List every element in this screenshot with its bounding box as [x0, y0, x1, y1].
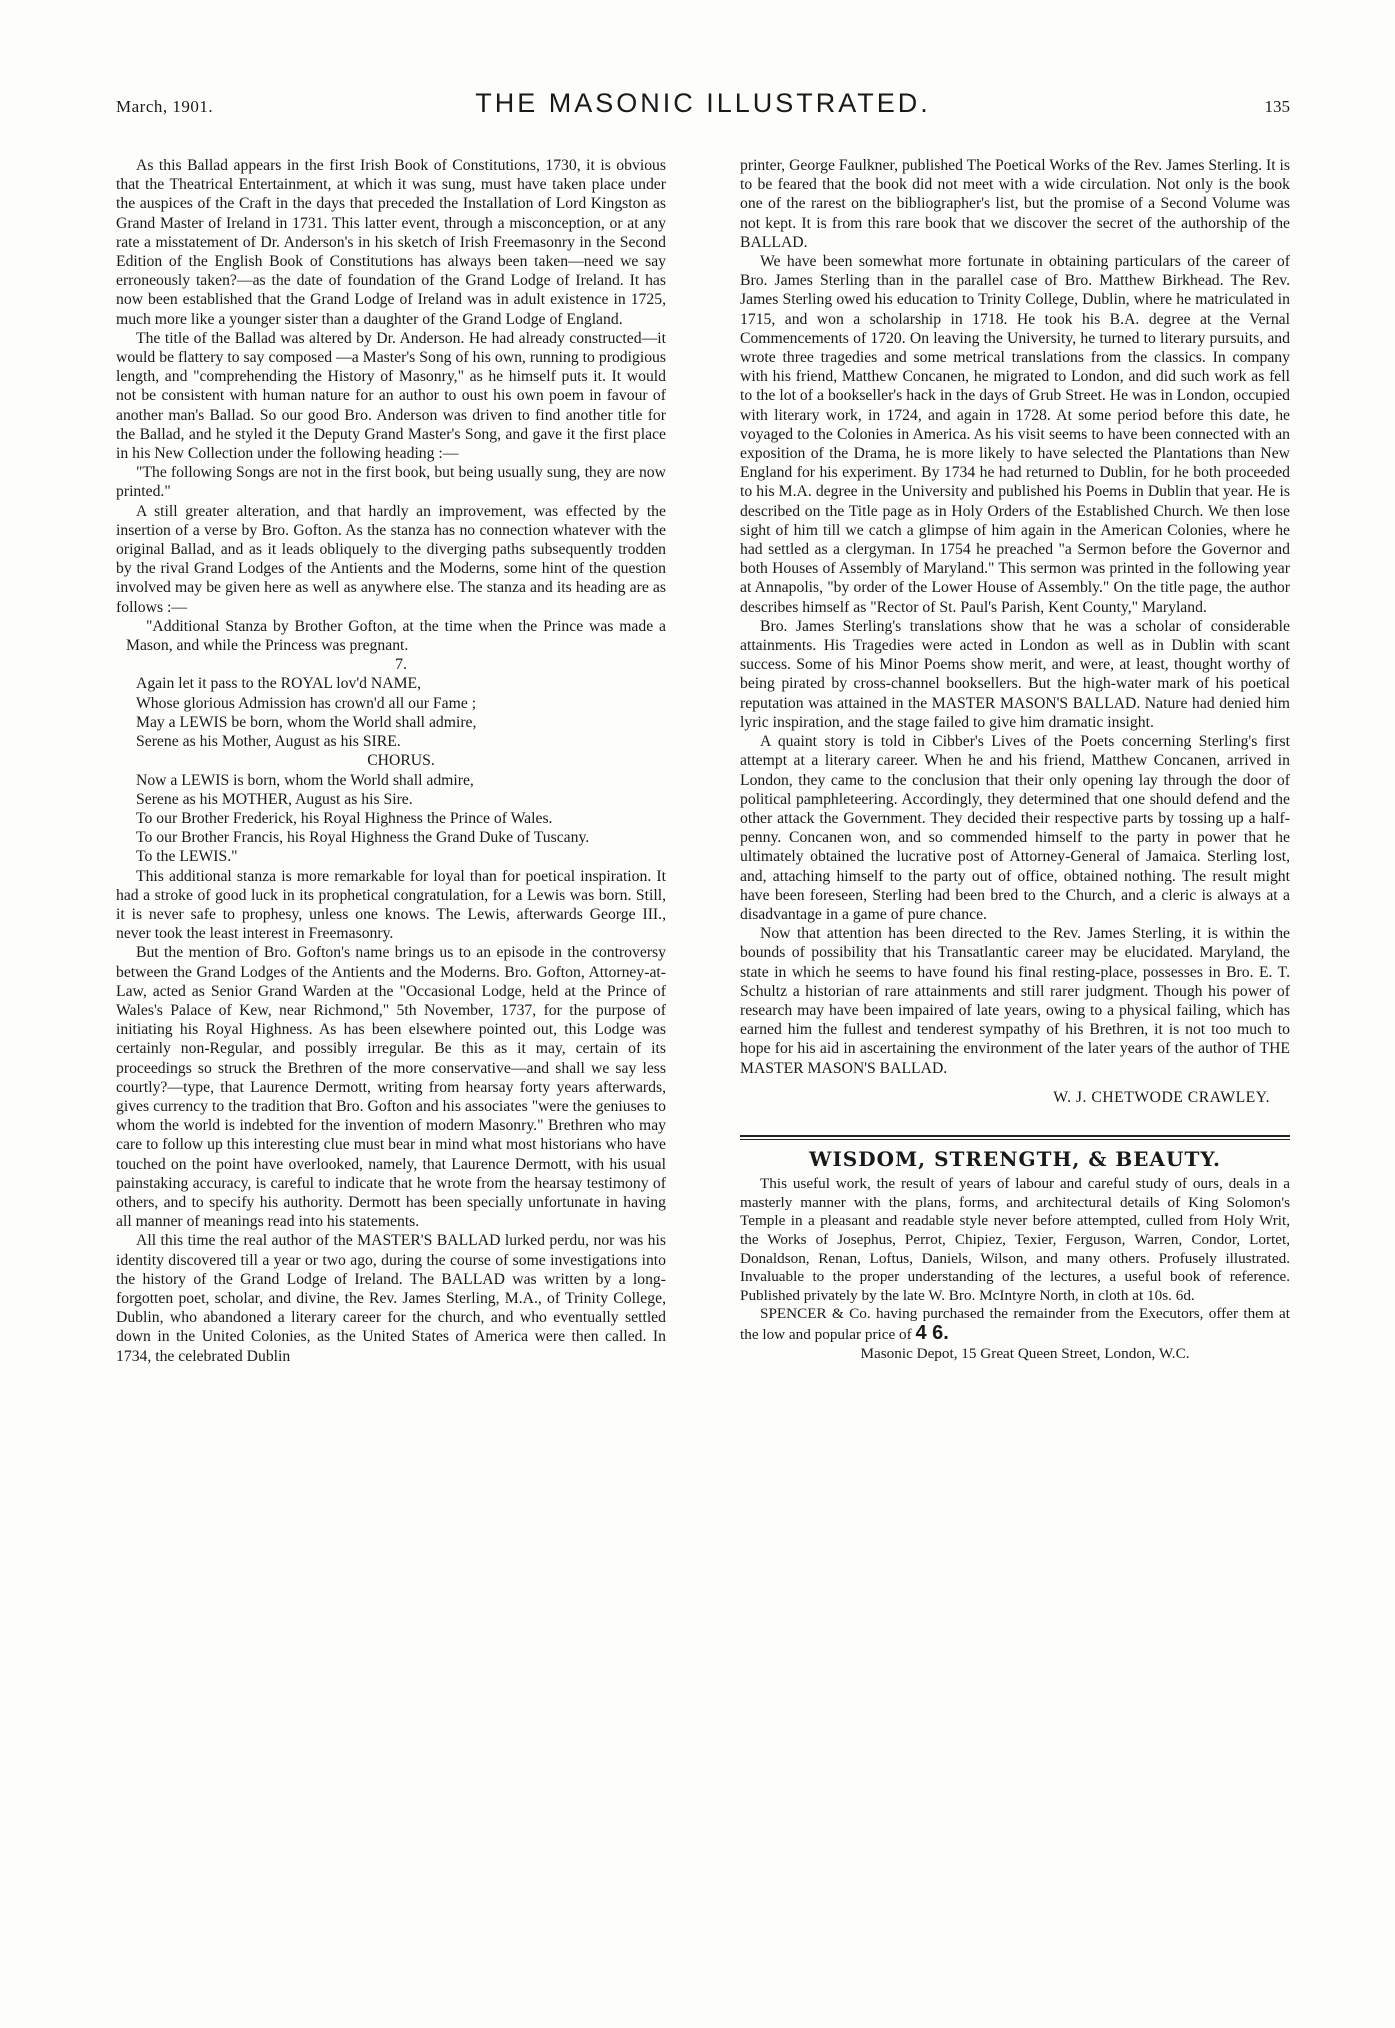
paragraph: A quaint story is told in Cibber's Lives of the Poets concerning Sterling's first attempt at a literary career. When he and his friend, Matthew Concanen, arrived in London, they came to the conclusion that their only opening lay through the door of political pamphleteering. Accordingly, they determined that one should defend and the other attack the Government. They decided their respective parts by tossing up a half-penny. Concanen won, and so commended himself to the party in power that he ultimately obtained the lucrative post of Attorney-General of Jamaica. Sterling lost, and, attaching himself to the party out of office, obtained nothing. The result might have been foreseen, Sterling had been bred to the Church, and a cleric is always at a disadvantage in a game of pure chance.	[740, 733, 1290, 923]
offer-text: SPENCER & Co. having purchased the remainder from the Executors, offer them at the low and popular price of	[740, 1305, 1290, 1343]
paragraph: As this Ballad appears in the first Irish Book of Constitutions, 1730, it is obvious that the Theatrical Entertainment, at which it was sung, must have taken place under the auspices of the Craft in the days that preceded the Installation of Lord Kingston as Grand Master of Ireland in 1731. This latter event, through a misconception, or at any rate a misstatement of Dr. Anderson's in his sketch of Irish Freemasonry in the Second Edition of the English Book of Constitutions has always been taken—need we say erroneously taken?—as the date of foundation of the Grand Lodge of Ireland. It has now been established that the Grand Lodge of Ireland was in adult existence in 1725, much more like a younger sister than a daughter of the Grand Lodge of England.	[116, 157, 666, 328]
advertisement-title: WISDOM, STRENGTH, & BEAUTY.	[808, 1146, 1222, 1171]
paragraph: Now that attention has been directed to the Rev. James Sterling, it is within the bounds of possibility that his Transatlantic career may be elucidated. Maryland, the state in which he seems to have found his final resting-place, possesses in Bro. E. T. Schultz a historian of rare attainments and still rarer judgment. Though his power of research may have been impaired of late years, owing to a physical failing, which has earned him the fullest and tenderest sympathy of his Brethren, it is not too much to hope for his aid in ascertaining the environment of the later years of the author of THE MASTER MASON'S BALLAD.	[740, 925, 1290, 1077]
verse-line: To our Brother Frederick, his Royal Highness the Prince of Wales.	[136, 809, 553, 827]
author-signature: W. J. CHETWODE CRAWLEY.	[1053, 1088, 1270, 1106]
article-columns	[116, 156, 1290, 1366]
verse-line: Whose glorious Admission has crown'd all our Fame ;	[136, 694, 477, 712]
paragraph: printer, George Faulkner, published The Poetical Works of the Rev. James Sterling. It is to be feared that the book did not meet with a wide circulation. Not only is the book one of the rarest on the bibliographer's list, but the promise of a Second Volume was not kept. It is from this rare book that we discover the secret of the authorship of the BALLAD.	[740, 157, 1290, 251]
advertisement	[740, 1146, 1290, 1363]
paragraph: A still greater alteration, and that hardly an improvement, was effected by the insertion of a verse by Bro. Gofton. As the stanza has no connection whatever with the original Ballad, and as it leads obliquely to the diverging paths subsequently trodden by the rival Grand Lodges of the Antients and the Moderns, some hint of the question involved may be given here as well as anywhere else. The stanza and its heading are as follows :—	[116, 502, 666, 616]
verse-number: 7.	[395, 656, 407, 674]
verse-block	[116, 655, 666, 866]
paragraph: Bro. James Sterling's translations show that he was a scholar of considerable attainments. His Tragedies were acted in London as well as in Dublin with scant success. Some of his Minor Poems show merit, and were, at least, thought worthy of being pirated by cross-channel booksellers. But the high-water mark of his poetical reputation was attained in the MASTER MASON'S BALLAD. Nature had denied him lyric inspiration, and the stage failed to give him dramatic insight.	[740, 617, 1290, 731]
paragraph: This additional stanza is more remarkable for loyal than for poetical inspiration. It had a stroke of good luck in its prophetical congratulation, for a Lewis was born. Still, it is never safe to prophesy, unless one knows. The Lewis, afterwards George III., never took the least interest in Freemasonry.	[116, 867, 666, 943]
stanza-heading: "Additional Stanza by Brother Gofton, at the time when the Prince was made a Mason, and while the Princess was pregnant.	[126, 617, 666, 655]
verse-line: Serene as his Mother, August as his SIRE.	[136, 733, 401, 751]
verse-line: To the LEWIS."	[136, 848, 238, 866]
section-divider	[740, 1135, 1290, 1140]
verse-line: May a LEWIS be born, whom the World shall admire,	[136, 713, 477, 731]
issue-date: March, 1901.	[116, 97, 214, 116]
verse-line: Again let it pass to the ROYAL lov'd NAME,	[136, 675, 422, 693]
advertisement-text: This useful work, the result of years of labour and careful study of ours, deals in a masterly manner with the plans, forms, and architectural details of King Solomon's Temple in a pleasant and readable style never before attempted, culled from Holy Writ, the Works of Josephus, Perrot, Chipiez, Texier, Ferguson, Warren, Condor, Lortet, Donaldson, Renan, Loftus, Daniels, Wilson, and many others. Profusely illustrated. Invaluable to the proper understanding of the lectures, a useful book of reference. Published privately by the late W. Bro. McIntyre North, in cloth at 10s. 6d.	[740, 1175, 1290, 1304]
running-head	[116, 88, 1290, 128]
paragraph: But the mention of Bro. Gofton's name brings us to an episode in the controversy between the Grand Lodges of the Antients and the Moderns. Bro. Gofton, Attorney-at-Law, acted as Senior Grand Warden at the "Occasional Lodge, held at the Prince of Wales's Palace of Kew, near Richmond," 5th November, 1737, for the purpose of initiating his Royal Highness. As has been elsewhere pointed out, this Lodge was certainly non-Regular, and possibly irregular. Be this as it may, certain of its proceedings so struck the Brethren of the more conservative—and shall we say less courtly?—type, that Laurence Dermott, writing from hearsay forty years afterwards, gives currency to the tradition that Bro. Gofton and his associates "were the geniuses to whom the world is indebted for the invention of modern Masonry." Brethren who may care to follow up this interesting clue must bear in mind what most historians who have touched on the point have overlooked, namely, that Laurence Dermott, with his usual painstaking accuracy, is careful to indicate that he wrote from the hearsay testimony of others, and to specify his authority. Dermott has been specially unfortunate in having all manner of meanings read into his statements.	[116, 944, 666, 1231]
left-column	[116, 156, 666, 1366]
price: 4 6.	[915, 1321, 949, 1344]
advertisement-offer	[740, 1305, 1290, 1344]
verse-line: To our Brother Francis, his Royal Highness the Grand Duke of Tuscany.	[136, 829, 590, 847]
right-column	[740, 156, 1290, 1366]
paragraph: The title of the Ballad was altered by Dr. Anderson. He had already constructed—it would be flattery to say composed —a Master's Song of his own, running to prodigious length, and "comprehending the History of Masonry," as he himself puts it. It would not be consistent with human nature for an author to oust his own poem in favour of another man's Ballad. So our good Bro. Anderson was driven to find another title for the Ballad, and he styled it the Deputy Grand Master's Song, and gave it the first place in his New Collection under the following heading :—	[116, 329, 666, 463]
advertisement-address: Masonic Depot, 15 Great Queen Street, London, W.C.	[860, 1344, 1190, 1362]
publication-title: THE MASONIC ILLUSTRATED.	[475, 88, 931, 118]
chorus-label: CHORUS.	[367, 752, 435, 770]
verse-line: Serene as his MOTHER, August as his Sire.	[136, 790, 413, 808]
paragraph: All this time the real author of the MASTER'S BALLAD lurked perdu, nor was his identity discovered till a year or two ago, during the course of some investigations into the history of the Grand Lodge of Ireland. The BALLAD was written by a long-forgotten poet, scholar, and divine, the Rev. James Sterling, M.A., of Trinity College, Dublin, who abandoned a literary career for the church, and who eventually settled down in the United Colonies, as the United States of America were then called. In 1734, the celebrated Dublin	[116, 1232, 666, 1365]
paragraph: We have been somewhat more fortunate in obtaining particulars of the career of Bro. James Sterling than in the parallel case of Bro. Matthew Birkhead. The Rev. James Sterling owed his education to Trinity College, Dublin, where he matriculated in 1715, and won a scholarship in 1718. He took his B.A. degree at the Vernal Commencements of 1720. On leaving the University, he turned to literary pursuits, and wrote three tragedies and some metrical translations from the classics. In company with his friend, Matthew Concanen, he migrated to London, and did such work as fell to the lot of a bookseller's hack in the days of Grub Street. He was in London, occupied with literary work, in 1724, and again in 1728. At some period before this date, he voyaged to the Colonies in America. As his visit seems to have been connected with an exposition of the Drama, he is more likely to have selected the Plantations than New England for his experiment. By 1734 he had returned to Dublin, for he both proceeded to his M.A. degree in the University and published his Poems in Dublin that year. He is described on the Title page as in Holy Orders of the Established Church. We then lose sight of him till we catch a glimpse of him again in the American Colonies, where he had settled as a clergyman. In 1754 he preached "a Sermon before the Governor and both Houses of Assembly of Maryland." This sermon was printed in the following year at Annapolis, "by order of the Lower House of Assembly." On the title page, the author describes himself as "Rector of St. Paul's Parish, Kent County," Maryland.	[740, 253, 1290, 616]
quotation: "The following Songs are not in the first book, but being usually sung, they are now printed."	[116, 464, 666, 501]
verse-line: Now a LEWIS is born, whom the World shall admire,	[136, 771, 474, 789]
page-number: 135	[1264, 97, 1290, 116]
